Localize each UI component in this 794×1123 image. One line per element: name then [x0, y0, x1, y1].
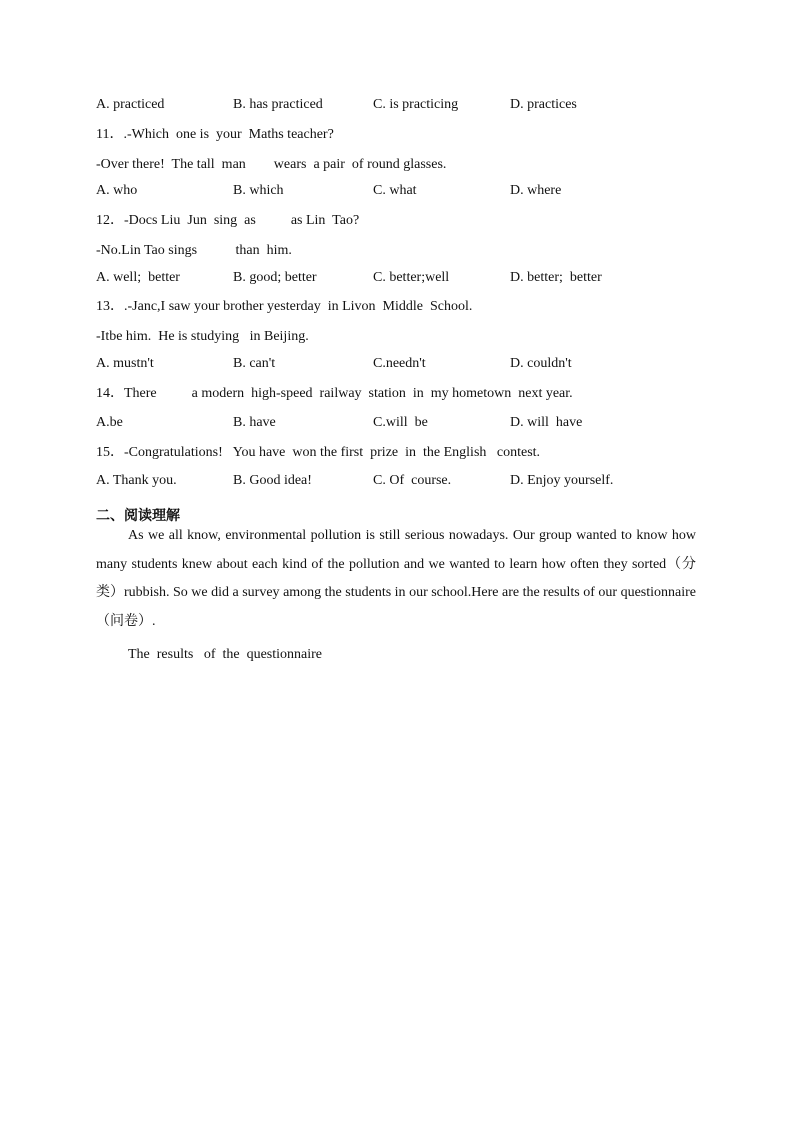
q15-option-b[interactable]: B. Good idea! [233, 473, 312, 488]
questionnaire-subtitle: The results of the questionnaire [128, 647, 323, 662]
section-heading: 二、阅读理解 [96, 508, 180, 524]
reading-passage: As we all know, environmental pollution is still serious nowadays. Our group wanted to know how many students knew about each kind of the pollution and we wanted to learn how often they sorted（分类）rubbish. So we did a survey among the students in our school.Here are the results of our questionnaire （问卷）. [96, 528, 696, 629]
q11-option-c[interactable]: C. what [373, 183, 417, 198]
q13-line2: -Itbe him. He is studying in Beijing. [96, 329, 309, 344]
q14-option-d[interactable]: D. will have [510, 415, 583, 430]
q13-option-a[interactable]: A. mustn't [96, 356, 154, 371]
q11-line2: -Over there! The tall man wears a pair of round glasses. [96, 157, 447, 172]
q13-option-b[interactable]: B. can't [233, 356, 276, 371]
q11-options [96, 183, 696, 201]
q12-line2: -No.Lin Tao sings than him. [96, 243, 292, 258]
q12-stem: 12．-Docs Liu Jun sing as as Lin Tao? [96, 213, 360, 228]
q15-stem: 15．-Congratulations! You have won the first prize in the English contest. [96, 445, 541, 460]
q10-option-d[interactable]: D. practices [510, 97, 577, 112]
q14-options [96, 415, 696, 433]
q14-stem: 14．There a modern high-speed railway station in my hometown next year. [96, 386, 573, 401]
q10-option-a[interactable]: A. practiced [96, 97, 165, 112]
q13-stem: 13．.-Janc,I saw your brother yesterday in Livon Middle School. [96, 299, 473, 314]
q12-option-c[interactable]: C. better;well [373, 270, 450, 285]
q12-option-a[interactable]: A. well; better [96, 270, 180, 285]
q11-stem: 11．.-Which one is your Maths teacher? [96, 127, 334, 142]
q10-option-b[interactable]: B. has practiced [233, 97, 323, 112]
q14-option-c[interactable]: C.will be [373, 415, 428, 430]
q11-option-b[interactable]: B. which [233, 183, 284, 198]
q12-options [96, 270, 696, 288]
q11-option-d[interactable]: D. where [510, 183, 562, 198]
q15-option-a[interactable]: A. Thank you. [96, 473, 177, 488]
q10-options [96, 97, 696, 115]
q10-option-c[interactable]: C. is practicing [373, 97, 459, 112]
q14-option-a[interactable]: A.be [96, 415, 123, 430]
q14-option-b[interactable]: B. have [233, 415, 276, 430]
q15-option-c[interactable]: C. Of course. [373, 473, 452, 488]
q11-option-a[interactable]: A. who [96, 183, 138, 198]
q13-option-c[interactable]: C.needn't [373, 356, 426, 371]
q15-option-d[interactable]: D. Enjoy yourself. [510, 473, 614, 488]
q13-options [96, 356, 696, 374]
q12-option-d[interactable]: D. better; better [510, 270, 602, 285]
q12-option-b[interactable]: B. good; better [233, 270, 317, 285]
q13-option-d[interactable]: D. couldn't [510, 356, 572, 371]
q15-options [96, 473, 696, 491]
